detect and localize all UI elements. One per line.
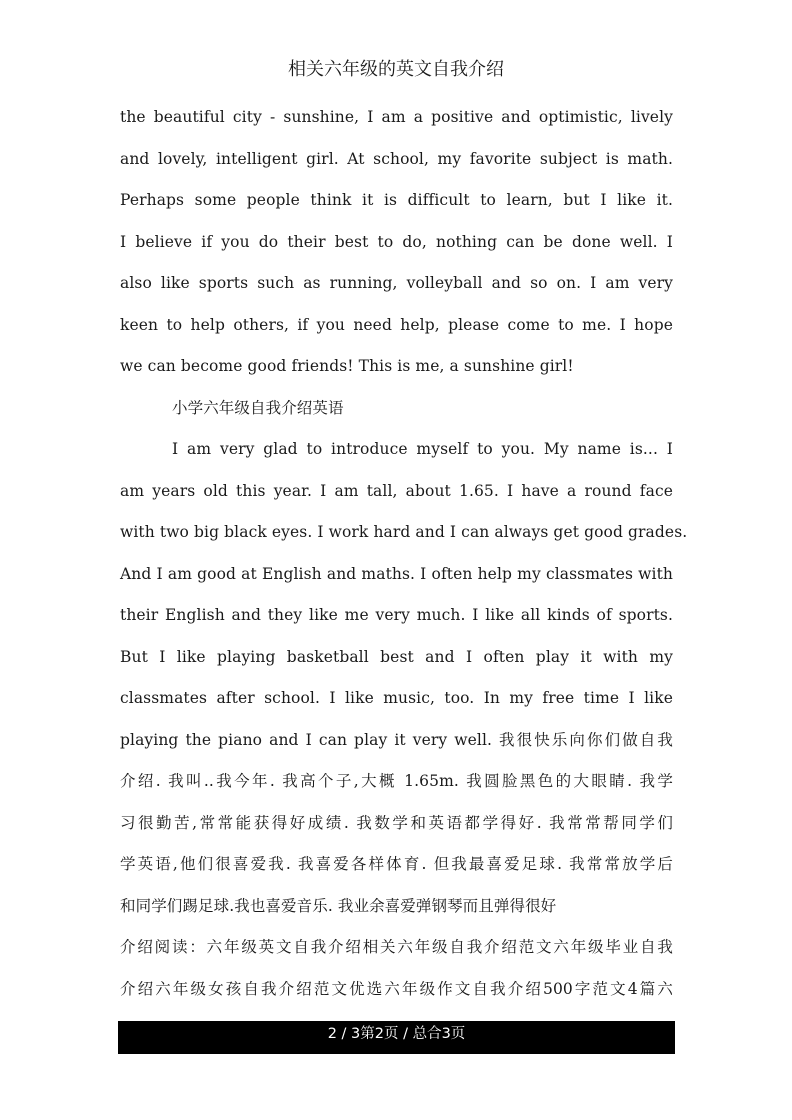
body-line: I am very glad to introduce myself to you. My name is... I [172, 440, 673, 458]
body-line: the beautiful city - sunshine, I am a positive and optimistic, lively [120, 108, 673, 126]
section-heading: 小学六年级自我介绍英语 [172, 398, 344, 417]
body-line: 和同学们踢足球.我也喜爱音乐. 我业余喜爱弹钢琴而且弹得很好 [120, 896, 557, 915]
body-line: playing the piano and I can play it very well. 我很快乐向你们做自我 [120, 730, 673, 749]
page-title: 相关六年级的英文自我介绍 [288, 59, 504, 80]
body-line: also like sports such as running, volleyball and so on. I am very [120, 274, 673, 292]
body-line: I believe if you do their best to do, nothing can be done well. I [120, 232, 673, 251]
body-line: with two big black eyes. I work hard and I can always get good grades. [120, 523, 688, 541]
document-body [120, 100, 688, 1013]
body-line: 习很勤苦,常常能获得好成绩. 我数学和英语都学得好. 我常常帮同学们 [120, 813, 673, 832]
body-line: But I like playing basketball best and I often play it with my [120, 647, 673, 666]
related-reading-line: 介绍阅读：六年级英文自我介绍相关六年级自我介绍范文六年级毕业自我 [120, 938, 673, 956]
body-line: we can become good friends! This is me, a sunshine girl! [120, 357, 574, 375]
related-reading-line: 介绍六年级女孩自我介绍范文优选六年级作文自我介绍500字范文4篇六 [120, 979, 673, 998]
page-indicator: 2 / 3第2页 / 总合3页 [327, 1026, 466, 1042]
body-line: their English and they like me very much. I like all kinds of sports. [120, 606, 673, 624]
body-line: 学英语,他们很喜爱我. 我喜爱各样体育. 但我最喜爱足球. 我常常放学后 [120, 855, 673, 873]
page-footer [118, 1021, 675, 1054]
body-line: and lovely, intelligent girl. At school, my favorite subject is math. [120, 149, 673, 168]
body-line: 介绍. 我叫..我今年. 我高个子,大概 1.65m. 我圆脸黑色的大眼睛. 我学 [120, 772, 673, 790]
body-line: And I am good at English and maths. I often help my classmates with [120, 564, 673, 583]
body-line: keen to help others, if you need help, please come to me. I hope [120, 315, 673, 334]
body-line: Perhaps some people think it is difficult to learn, but I like it. [120, 191, 673, 209]
body-line: classmates after school. I like music, too. In my free time I like [120, 689, 673, 707]
body-line: am years old this year. I am tall, about 1.65. I have a round face [120, 481, 673, 500]
